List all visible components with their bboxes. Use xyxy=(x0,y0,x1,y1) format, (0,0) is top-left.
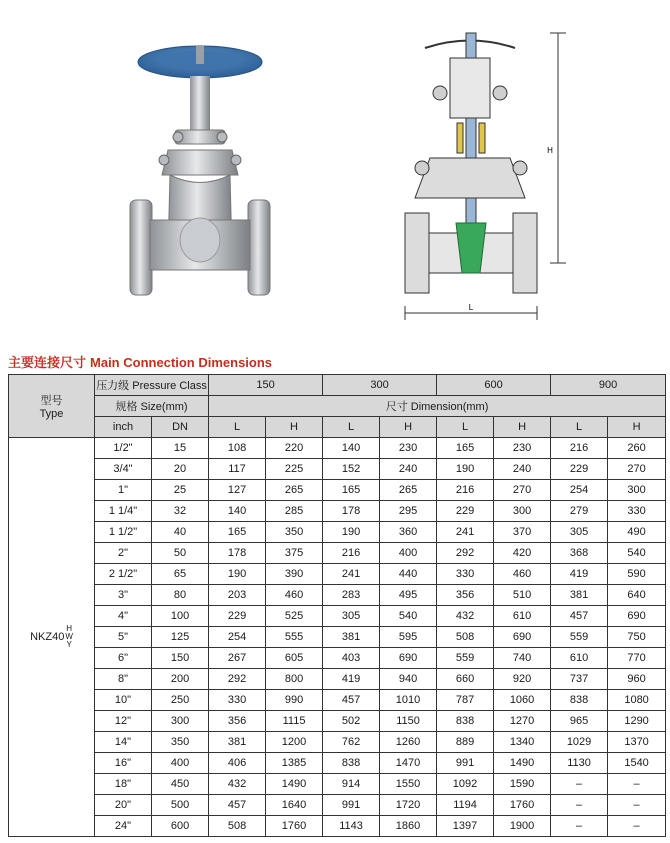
dimension-cell: 270 xyxy=(494,480,551,501)
dimension-cell: 770 xyxy=(608,648,666,669)
dimension-cell: 390 xyxy=(266,564,323,585)
dimension-cell: 403 xyxy=(323,648,380,669)
section-title xyxy=(8,352,276,371)
dimension-cell: 610 xyxy=(494,606,551,627)
dimension-cell: 590 xyxy=(608,564,666,585)
dimension-cell: 1900 xyxy=(494,816,551,837)
dimension-cell: 432 xyxy=(437,606,494,627)
dimension-cell: 330 xyxy=(209,690,266,711)
size-dn-cell: 125 xyxy=(152,627,209,648)
dimension-cell: 356 xyxy=(437,585,494,606)
dimension-cell: 1340 xyxy=(494,732,551,753)
size-dn-cell: 150 xyxy=(152,648,209,669)
table-row xyxy=(9,648,666,669)
dimension-cell: 152 xyxy=(323,459,380,480)
table-row xyxy=(9,669,666,690)
dimension-cell: 690 xyxy=(494,627,551,648)
dimension-cell: 229 xyxy=(551,459,608,480)
dimension-cell: 940 xyxy=(380,669,437,690)
size-inch-cell: 24" xyxy=(95,816,152,837)
dimension-cell: 1260 xyxy=(380,732,437,753)
size-dn-cell: 100 xyxy=(152,606,209,627)
dimension-cell: 283 xyxy=(323,585,380,606)
dimension-cell: 1130 xyxy=(551,753,608,774)
dimension-cell: 178 xyxy=(323,501,380,522)
table-row xyxy=(9,816,666,837)
size-dn-cell: 25 xyxy=(152,480,209,501)
l-header: L xyxy=(323,417,380,438)
dimension-cell: 229 xyxy=(437,501,494,522)
size-dn-cell: 20 xyxy=(152,459,209,480)
dimension-cell: 203 xyxy=(209,585,266,606)
dimension-cell: 1540 xyxy=(608,753,666,774)
dimension-cell: 381 xyxy=(323,627,380,648)
dimension-cell: 508 xyxy=(437,627,494,648)
dimension-cell: 216 xyxy=(551,438,608,459)
dimension-cell: 420 xyxy=(494,543,551,564)
dimension-cell: 225 xyxy=(266,459,323,480)
dimension-cell: 1115 xyxy=(266,711,323,732)
class-300-header: 300 xyxy=(323,375,437,396)
dimension-cell: 740 xyxy=(494,648,551,669)
dimension-cell: 350 xyxy=(266,522,323,543)
class-150-header: 150 xyxy=(209,375,323,396)
dimension-cell: 165 xyxy=(323,480,380,501)
dimension-cell: 230 xyxy=(494,438,551,459)
dimension-cell: 540 xyxy=(608,543,666,564)
dimension-cell: 241 xyxy=(323,564,380,585)
dimension-cell: 460 xyxy=(266,585,323,606)
dimension-cell: 419 xyxy=(551,564,608,585)
dimension-cell: 1720 xyxy=(380,795,437,816)
dimension-cell: – xyxy=(608,774,666,795)
dimension-cell: 1370 xyxy=(608,732,666,753)
size-inch-cell: 18" xyxy=(95,774,152,795)
dimension-cell: 991 xyxy=(323,795,380,816)
dimension-table-body xyxy=(9,438,666,837)
dimension-cell: 595 xyxy=(380,627,437,648)
section-title-en: Main Connection Dimensions xyxy=(90,355,273,370)
dimension-cell: 178 xyxy=(209,543,266,564)
dimension-cell: 605 xyxy=(266,648,323,669)
dimension-cell: 295 xyxy=(380,501,437,522)
dimension-cell: 1194 xyxy=(437,795,494,816)
dimension-cell: 400 xyxy=(380,543,437,564)
dimension-cell: 1640 xyxy=(266,795,323,816)
size-inch-cell: 10" xyxy=(95,690,152,711)
dimension-cell: 190 xyxy=(323,522,380,543)
dimension-cell: 1143 xyxy=(323,816,380,837)
dimension-cell: 241 xyxy=(437,522,494,543)
size-dn-cell: 450 xyxy=(152,774,209,795)
size-header: 规格 Size(mm) xyxy=(95,396,209,417)
table-row xyxy=(9,732,666,753)
dimension-cell: 540 xyxy=(380,606,437,627)
dimension-cell: 406 xyxy=(209,753,266,774)
gate-valve-photo xyxy=(120,40,280,310)
l-header: L xyxy=(551,417,608,438)
dimension-cell: 457 xyxy=(209,795,266,816)
table-row xyxy=(9,459,666,480)
gate-valve-section-drawing xyxy=(400,28,570,328)
dimension-cell: 610 xyxy=(551,648,608,669)
dimension-cell: 838 xyxy=(323,753,380,774)
dimension-cell: 356 xyxy=(209,711,266,732)
dimension-cell: 1150 xyxy=(380,711,437,732)
dimension-cell: 368 xyxy=(551,543,608,564)
dimension-cell: 375 xyxy=(266,543,323,564)
dimension-cell: 240 xyxy=(380,459,437,480)
dimension-cell: 490 xyxy=(608,522,666,543)
dimension-cell: 510 xyxy=(494,585,551,606)
dimension-cell: 1470 xyxy=(380,753,437,774)
table-row xyxy=(9,564,666,585)
dimension-cell: 279 xyxy=(551,501,608,522)
dimension-cell: 265 xyxy=(266,480,323,501)
dimension-cell: 960 xyxy=(608,669,666,690)
dimension-cell: 300 xyxy=(494,501,551,522)
h-header: H xyxy=(380,417,437,438)
size-inch-cell: 6" xyxy=(95,648,152,669)
dimension-l-label: L xyxy=(468,303,474,312)
size-inch-cell: 1 1/4" xyxy=(95,501,152,522)
dimension-cell: 1760 xyxy=(266,816,323,837)
dimension-cell: 1060 xyxy=(494,690,551,711)
dimension-cell: 914 xyxy=(323,774,380,795)
dimension-cell: 690 xyxy=(608,606,666,627)
dimension-cell: 1010 xyxy=(380,690,437,711)
dimension-h-label: H xyxy=(547,146,553,155)
dimension-cell: 190 xyxy=(437,459,494,480)
dimension-cell: 800 xyxy=(266,669,323,690)
dimension-cell: 495 xyxy=(380,585,437,606)
dimension-cell: 216 xyxy=(437,480,494,501)
dimension-cell: 525 xyxy=(266,606,323,627)
dimension-cell: 300 xyxy=(608,480,666,501)
dimension-cell: 267 xyxy=(209,648,266,669)
dimension-cell: 360 xyxy=(380,522,437,543)
dn-header: DN xyxy=(152,417,209,438)
dimension-cell: 254 xyxy=(209,627,266,648)
dimension-cell: 965 xyxy=(551,711,608,732)
class-900-header: 900 xyxy=(551,375,666,396)
dimension-cell: – xyxy=(551,816,608,837)
dimension-cell: 991 xyxy=(437,753,494,774)
dimension-cell: 432 xyxy=(209,774,266,795)
size-inch-cell: 4" xyxy=(95,606,152,627)
size-dn-cell: 80 xyxy=(152,585,209,606)
dimension-cell: 690 xyxy=(380,648,437,669)
model-suffix: W xyxy=(65,632,73,641)
dimension-cell: 381 xyxy=(209,732,266,753)
dimension-cell: 270 xyxy=(608,459,666,480)
dimension-cell: 990 xyxy=(266,690,323,711)
dimension-cell: 750 xyxy=(608,627,666,648)
dimension-cell: 1760 xyxy=(494,795,551,816)
dimension-cell: 1200 xyxy=(266,732,323,753)
table-row xyxy=(9,711,666,732)
size-inch-cell: 3/4" xyxy=(95,459,152,480)
size-dn-cell: 40 xyxy=(152,522,209,543)
dimension-cell: – xyxy=(608,816,666,837)
dimension-table xyxy=(8,374,666,837)
dimension-cell: 419 xyxy=(323,669,380,690)
model-cell xyxy=(9,438,95,837)
size-dn-cell: 400 xyxy=(152,753,209,774)
l-header: L xyxy=(437,417,494,438)
dimension-cell: 1290 xyxy=(608,711,666,732)
dimension-cell: 457 xyxy=(551,606,608,627)
dimension-cell: 889 xyxy=(437,732,494,753)
type-header: 型号 Type xyxy=(9,375,95,438)
dimension-cell: 190 xyxy=(209,564,266,585)
table-row xyxy=(9,480,666,501)
model-suffix: Y xyxy=(66,640,72,649)
size-inch-cell: 1/2" xyxy=(95,438,152,459)
dimension-cell: 838 xyxy=(551,690,608,711)
dimension-cell: 502 xyxy=(323,711,380,732)
size-inch-cell: 16" xyxy=(95,753,152,774)
dimension-cell: – xyxy=(551,774,608,795)
dimension-cell: 165 xyxy=(209,522,266,543)
dimension-cell: 787 xyxy=(437,690,494,711)
table-row xyxy=(9,606,666,627)
dimension-cell: 1270 xyxy=(494,711,551,732)
h-header: H xyxy=(494,417,551,438)
size-dn-cell: 600 xyxy=(152,816,209,837)
dimension-cell: 508 xyxy=(209,816,266,837)
dimension-cell: 140 xyxy=(323,438,380,459)
dimension-cell: 555 xyxy=(266,627,323,648)
dimension-cell: 305 xyxy=(551,522,608,543)
dimension-cell: 660 xyxy=(437,669,494,690)
dimension-cell: 640 xyxy=(608,585,666,606)
section-title-cn: 主要连接尺寸 xyxy=(8,355,87,370)
dimension-cell: 838 xyxy=(437,711,494,732)
dimension-cell: 265 xyxy=(380,480,437,501)
dimension-cell: 254 xyxy=(551,480,608,501)
dimension-cell: 330 xyxy=(608,501,666,522)
size-inch-cell: 3" xyxy=(95,585,152,606)
size-dn-cell: 32 xyxy=(152,501,209,522)
size-inch-cell: 12" xyxy=(95,711,152,732)
dimension-cell: 457 xyxy=(323,690,380,711)
class-600-header: 600 xyxy=(437,375,551,396)
table-row xyxy=(9,795,666,816)
dimension-cell: 240 xyxy=(494,459,551,480)
dimension-cell: 117 xyxy=(209,459,266,480)
dimension-cell: 260 xyxy=(608,438,666,459)
model-name: NKZ40 xyxy=(30,631,65,643)
size-inch-cell: 14" xyxy=(95,732,152,753)
dimension-cell: – xyxy=(608,795,666,816)
dimension-cell: 1490 xyxy=(266,774,323,795)
dimension-cell: 285 xyxy=(266,501,323,522)
size-dn-cell: 50 xyxy=(152,543,209,564)
dimension-cell: 292 xyxy=(209,669,266,690)
dimension-cell: 330 xyxy=(437,564,494,585)
dimension-cell: 1860 xyxy=(380,816,437,837)
table-row xyxy=(9,522,666,543)
dimension-cell: 216 xyxy=(323,543,380,564)
dimension-cell: 165 xyxy=(437,438,494,459)
size-inch-cell: 5" xyxy=(95,627,152,648)
dimension-cell: 440 xyxy=(380,564,437,585)
table-row xyxy=(9,438,666,459)
dimension-cell: 370 xyxy=(494,522,551,543)
size-dn-cell: 250 xyxy=(152,690,209,711)
product-figures xyxy=(0,0,670,345)
model-suffix: H xyxy=(66,624,73,633)
table-row xyxy=(9,501,666,522)
dimension-cell: 229 xyxy=(209,606,266,627)
h-header: H xyxy=(608,417,666,438)
dimension-cell: 762 xyxy=(323,732,380,753)
h-header: H xyxy=(266,417,323,438)
size-dn-cell: 350 xyxy=(152,732,209,753)
dimension-cell: 140 xyxy=(209,501,266,522)
dimension-cell: 1490 xyxy=(494,753,551,774)
size-inch-cell: 8" xyxy=(95,669,152,690)
size-dn-cell: 15 xyxy=(152,438,209,459)
dimension-cell: 1590 xyxy=(494,774,551,795)
dimension-cell: 737 xyxy=(551,669,608,690)
size-inch-cell: 1" xyxy=(95,480,152,501)
table-row xyxy=(9,627,666,648)
dimension-cell: 108 xyxy=(209,438,266,459)
table-row xyxy=(9,774,666,795)
size-dn-cell: 65 xyxy=(152,564,209,585)
dimension-cell: 559 xyxy=(551,627,608,648)
dimension-cell: 127 xyxy=(209,480,266,501)
dimension-header: 尺寸 Dimension(mm) xyxy=(209,396,666,417)
size-dn-cell: 200 xyxy=(152,669,209,690)
table-row xyxy=(9,543,666,564)
dimension-cell: 920 xyxy=(494,669,551,690)
dimension-cell: – xyxy=(551,795,608,816)
size-dn-cell: 500 xyxy=(152,795,209,816)
l-header: L xyxy=(209,417,266,438)
table-row xyxy=(9,690,666,711)
dimension-cell: 1397 xyxy=(437,816,494,837)
dimension-cell: 559 xyxy=(437,648,494,669)
size-dn-cell: 300 xyxy=(152,711,209,732)
dimension-cell: 292 xyxy=(437,543,494,564)
size-inch-cell: 20" xyxy=(95,795,152,816)
pressure-class-header: 压力级 Pressure Class xyxy=(95,375,209,396)
dimension-cell: 460 xyxy=(494,564,551,585)
table-row xyxy=(9,585,666,606)
dimension-cell: 1550 xyxy=(380,774,437,795)
dimension-cell: 230 xyxy=(380,438,437,459)
dimension-cell: 1092 xyxy=(437,774,494,795)
dimension-cell: 381 xyxy=(551,585,608,606)
dimension-cell: 1080 xyxy=(608,690,666,711)
dimension-cell: 1385 xyxy=(266,753,323,774)
table-row xyxy=(9,753,666,774)
size-inch-cell: 1 1/2" xyxy=(95,522,152,543)
dimension-cell: 305 xyxy=(323,606,380,627)
dimension-cell: 1029 xyxy=(551,732,608,753)
inch-header: inch xyxy=(95,417,152,438)
size-inch-cell: 2 1/2" xyxy=(95,564,152,585)
size-inch-cell: 2" xyxy=(95,543,152,564)
dimension-cell: 220 xyxy=(266,438,323,459)
